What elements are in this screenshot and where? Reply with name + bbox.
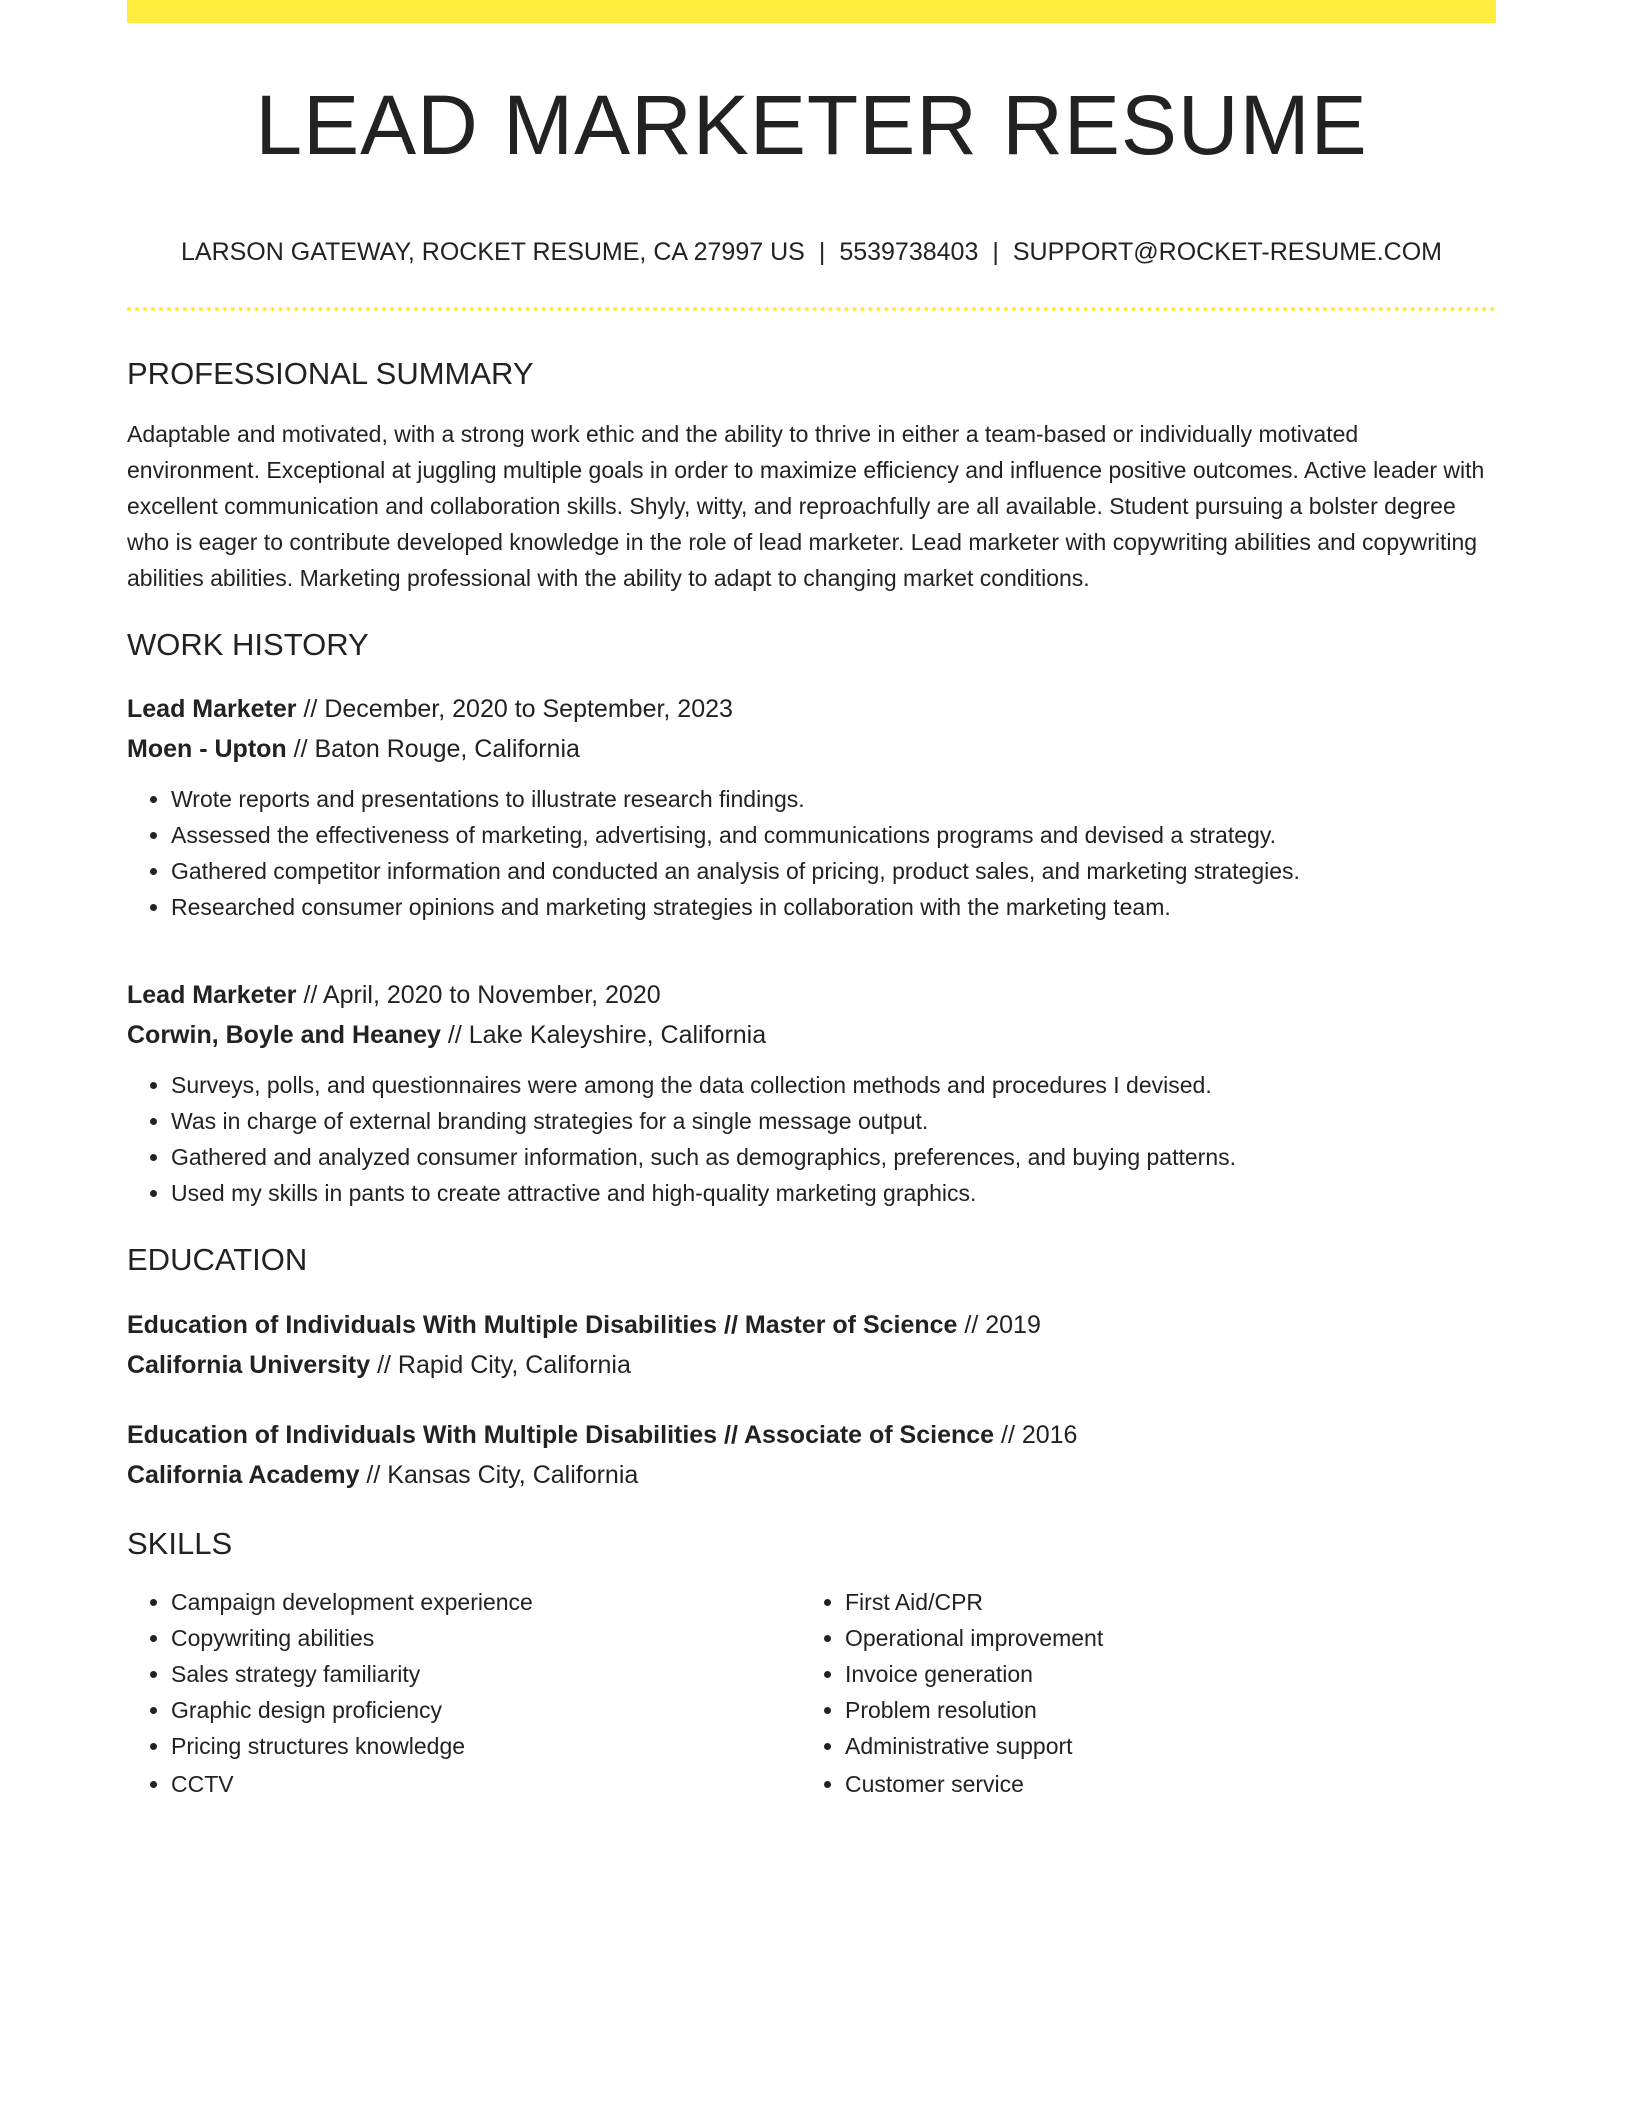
education-location: // Rapid City, California bbox=[370, 1350, 631, 1379]
accent-top-bar bbox=[127, 0, 1496, 23]
job-dates: // December, 2020 to September, 2023 bbox=[296, 695, 733, 724]
list-item: • Copywriting abilities bbox=[171, 1620, 801, 1656]
list-item: • Gathered and analyzed consumer information, such as demographics, preferences, and buying patterns. bbox=[171, 1139, 1496, 1175]
list-item: • Gathered competitor information and conducted an analysis of pricing, product sales, and marketing strategies. bbox=[171, 853, 1496, 889]
list-item: • Administrative support bbox=[845, 1728, 1475, 1764]
job-bullets bbox=[127, 781, 1496, 925]
list-item: • Campaign development experience bbox=[171, 1584, 801, 1620]
education-degree-line bbox=[127, 1305, 1496, 1345]
education-school: California University bbox=[127, 1350, 371, 1379]
job-company: Corwin, Boyle and Heaney bbox=[127, 1021, 441, 1050]
job-role: Lead Marketer bbox=[127, 981, 297, 1010]
education-school-line bbox=[127, 1455, 1496, 1495]
resume-page bbox=[127, 0, 1496, 1802]
list-item: • Assessed the effectiveness of marketing, advertising, and communications programs and devised a strategy. bbox=[171, 817, 1496, 853]
education-location: // Kansas City, California bbox=[359, 1460, 639, 1489]
summary-text: Adaptable and motivated, with a strong work ethic and the ability to thrive in either a team-based or individually motivated environment. Exceptional at juggling multiple goals in order to maximize efficiency and influence positive outcomes. Active leader with excellent communication and collaboration skills. Shyly, witty, and reproachfully are all available. Student pursuing a bolster degree who is eager to contribute developed knowledge in the role of lead marketer. Lead marketer with copywriting abilities and copywriting abilities abilities. Marketing professional with the ability to adapt to changing market conditions. bbox=[127, 421, 1485, 592]
list-item: • Used my skills in pants to create attractive and high-quality marketing graphics. bbox=[171, 1175, 1496, 1211]
resume-title: LEAD MARKETER RESUME bbox=[255, 78, 1368, 172]
list-item: • Researched consumer opinions and marketing strategies in collaboration with the marketing team. bbox=[171, 889, 1496, 925]
education-year: // 2016 bbox=[994, 1420, 1078, 1449]
contact-email[interactable]: SUPPORT@ROCKET-RESUME.COM bbox=[1012, 238, 1442, 266]
section-title-education: EDUCATION bbox=[127, 1242, 308, 1278]
education-year: // 2019 bbox=[957, 1310, 1041, 1339]
job-company-line bbox=[127, 729, 1496, 769]
job-role: Lead Marketer bbox=[127, 695, 297, 724]
list-item: • Surveys, polls, and questionnaires were among the data collection methods and procedures I devised. bbox=[171, 1067, 1496, 1103]
section-title-work-history: WORK HISTORY bbox=[127, 627, 369, 663]
job-entry bbox=[127, 975, 1496, 1211]
contact-line bbox=[127, 237, 1496, 267]
skills-list-right bbox=[801, 1584, 1475, 1802]
contact-separator: | bbox=[818, 238, 826, 266]
contact-phone[interactable]: 5539738403 bbox=[839, 238, 979, 266]
dotted-divider bbox=[127, 307, 1496, 311]
contact-address: LARSON GATEWAY, ROCKET RESUME, CA 27997 US bbox=[181, 238, 805, 266]
list-item: • First Aid/CPR bbox=[845, 1584, 1475, 1620]
list-item: • CCTV bbox=[171, 1766, 801, 1802]
job-company-line bbox=[127, 1015, 1496, 1055]
job-role-line bbox=[127, 689, 1496, 729]
section-title-skills: SKILLS bbox=[127, 1525, 233, 1561]
job-entry bbox=[127, 689, 1496, 925]
list-item: • Operational improvement bbox=[845, 1620, 1475, 1656]
job-dates: // April, 2020 to November, 2020 bbox=[296, 981, 661, 1010]
skills-list-left bbox=[127, 1584, 801, 1802]
job-role-line bbox=[127, 975, 1496, 1015]
section-title-summary: PROFESSIONAL SUMMARY bbox=[127, 356, 534, 391]
job-bullets bbox=[127, 1067, 1496, 1211]
list-item: • Graphic design proficiency bbox=[171, 1692, 801, 1728]
education-degree: Education of Individuals With Multiple Disabilities // Master of Science bbox=[127, 1310, 958, 1339]
education-school: California Academy bbox=[127, 1460, 360, 1489]
job-location: // Lake Kaleyshire, California bbox=[440, 1021, 767, 1050]
education-school-line bbox=[127, 1345, 1496, 1385]
list-item: • Sales strategy familiarity bbox=[171, 1656, 801, 1692]
education-degree: Education of Individuals With Multiple Disabilities // Associate of Science bbox=[127, 1420, 995, 1449]
list-item: • Wrote reports and presentations to illustrate research findings. bbox=[171, 781, 1496, 817]
list-item: • Customer service bbox=[845, 1766, 1475, 1802]
education-entry bbox=[127, 1415, 1496, 1495]
list-item: • Was in charge of external branding strategies for a single message output. bbox=[171, 1103, 1496, 1139]
list-item: • Problem resolution bbox=[845, 1692, 1475, 1728]
contact-separator: | bbox=[992, 238, 999, 266]
list-item: • Pricing structures knowledge bbox=[171, 1728, 801, 1764]
education-degree-line bbox=[127, 1415, 1496, 1455]
skills-columns bbox=[127, 1584, 1496, 1802]
education-entry bbox=[127, 1305, 1496, 1385]
job-location: // Baton Rouge, California bbox=[286, 735, 580, 764]
job-company: Moen - Upton bbox=[127, 735, 287, 764]
list-item: • Invoice generation bbox=[845, 1656, 1475, 1692]
